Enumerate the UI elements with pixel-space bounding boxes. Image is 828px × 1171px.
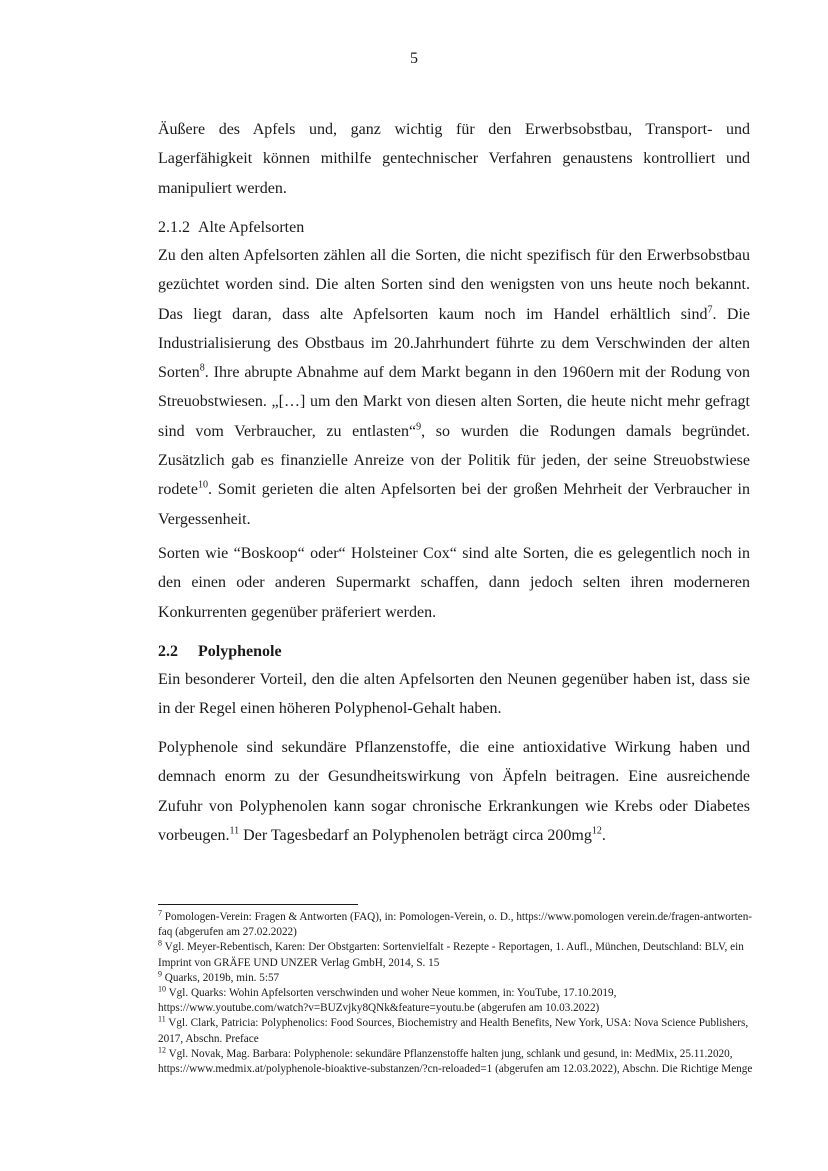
paragraph-text: Zu den alten Apfelsorten zählen all die Sorten, die nicht spezifisch für den Erwerbsobstbau gezüchtet worden sind. Die alten Sorten sind den wenigsten von uns heute noch bekannt. Das liegt daran, dass alte Apfelsorten kaum noch im Handel erhältlich sind: [158, 247, 750, 323]
paragraph-text: , so wurden die Rodungen damals begründet. Zusätzlich gab es finanzielle Anreize von der Politik für jeden, der seine Streuobstwiese rodete: [158, 422, 750, 499]
paragraph-text: Äußere des Apfels und, ganz wichtig für den Erwerbsobstbau, Transport- und Lagerfähigkeit können mithilfe gentechnischer Verfahren genaustens kontrolliert und manipuliert werden.: [158, 121, 750, 197]
footnote-11: [158, 1016, 758, 1046]
footnote-ref-10[interactable]: 10: [197, 480, 208, 492]
footnote-text: Vgl. Novak, Mag. Barbara: Polyphenole: sekundäre Pflanzenstoffe halten jung, schlank und gesund, in: MedMix, 25.11.2020, https://www.medmix.at/polyphenole-bioaktive-substanzen/?cn-reloaded=1 (abgerufen am 12.03.2022), Abschn. Die Richtige Menge: [158, 1047, 753, 1076]
paragraph-text: . Ihre abrupte Abnahme auf dem Markt begann in den 1960ern mit der Rodung von Streuobstwiesen. „[…] um den Markt von diesen alten Sorten, die heute nicht mehr gefragt sind vom Verbraucher, zu entlasten“: [158, 364, 750, 440]
footnote-9: [158, 971, 758, 986]
footnote-number: 7: [158, 908, 162, 918]
paragraph-advantage: [158, 665, 750, 724]
footnote-ref-7[interactable]: 7: [707, 304, 713, 316]
footnote-separator: [158, 904, 358, 905]
paragraph-text: . Die Industrialisierung des Obstbaus im 20.Jahrhundert führte zu dem Verschwinden der alten Sorten: [158, 305, 750, 382]
section-heading-alte-apfelsorten: [158, 219, 304, 237]
footnote-ref-9[interactable]: 9: [416, 421, 422, 433]
footnote-ref-11[interactable]: 11: [229, 825, 240, 837]
paragraph-old-varieties: [158, 241, 750, 534]
paragraph-text: . Somit gerieten die alten Apfelsorten bei der großen Mehrheit der Verbraucher in Vergessenheit.: [158, 481, 750, 528]
section-number: 2.2: [158, 643, 178, 660]
paragraph-apple-genetics: [158, 115, 750, 203]
section-number: 2.1.2: [158, 219, 190, 236]
paragraph-text: Ein besonderer Vorteil, den die alten Apfelsorten den Neunen gegenüber haben ist, dass sie in der Regel einen höheren Polyphenol-Gehalt haben.: [158, 671, 750, 718]
section-heading-polyphenole: [158, 643, 282, 661]
footnote-text: Vgl. Quarks: Wohin Apfelsorten verschwinden und woher Neue kommen, in: YouTube, 17.10.2019, https://www.youtube.com/watch?v=BUZvjky8QNk&feature=youtu.be (abgerufen am 10.03.2022): [158, 987, 617, 1015]
footnote-8: [158, 940, 758, 970]
paragraph-polyphenols: [158, 733, 750, 850]
footnote-text: Pomologen-Verein: Fragen & Antworten (FAQ), in: Pomologen-Verein, o. D., https://www.pomologen verein.de/fragen-antworten-faq (abgerufen am 27.02.2022): [158, 911, 753, 939]
section-title: Alte Apfelsorten: [198, 219, 305, 236]
footnote-text: Vgl. Meyer-Rebentisch, Karen: Der Obstgarten: Sortenvielfalt - Rezepte - Reportagen, 1. Aufl., München, Deutschland: BLV, ein Imprint von GRÄFE UND UNZER Verlag GmbH, 2014, S. 15: [158, 941, 744, 969]
footnote-number: 8: [158, 938, 162, 948]
footnote-number: 9: [158, 969, 162, 979]
footnote-ref-8[interactable]: 8: [199, 362, 205, 374]
footnote-number: 11: [158, 1014, 166, 1024]
footnote-number: 10: [158, 984, 166, 994]
paragraph-text: Sorten wie “Boskoop“ oder“ Holsteiner Cox“ sind alte Sorten, die es gelegentlich noch in den einen oder anderen Supermarkt schaffen, dann jedoch selten ihren moderneren Konkurrenten gegenüber präferiert werden.: [158, 545, 750, 621]
footnote-text: Vgl. Clark, Patricia: Polyphenolics: Food Sources, Biochemistry and Health Benefits, New York, USA: Nova Science Publishers, 2017, Abschn. Preface: [158, 1017, 749, 1045]
page-number: 5: [410, 50, 418, 67]
paragraph-text: .: [601, 826, 606, 844]
footnote-number: 12: [158, 1045, 166, 1055]
footnotes: [158, 910, 758, 1077]
paragraph-boskoop: [158, 539, 750, 627]
footnote-ref-12[interactable]: 12: [591, 825, 602, 837]
footnote-10: [158, 986, 758, 1016]
paragraph-text: Der Tagesbedarf an Polyphenolen beträgt circa 200mg: [239, 826, 592, 844]
footnote-text: Quarks, 2019b, min. 5:57: [162, 971, 280, 984]
paragraph-text: Polyphenole sind sekundäre Pflanzenstoffe, die eine antioxidative Wirkung haben und demnach enorm zu der Gesundheitswirkung von Äpfeln beitragen. Eine ausreichende Zufuhr von Polyphenolen kann sogar chronische Erkrankungen wie Krebs oder Diabetes vorbeugen.: [158, 739, 750, 844]
footnote-12: [158, 1047, 758, 1077]
footnote-7: [158, 910, 758, 940]
section-title: Polyphenole: [198, 643, 282, 660]
